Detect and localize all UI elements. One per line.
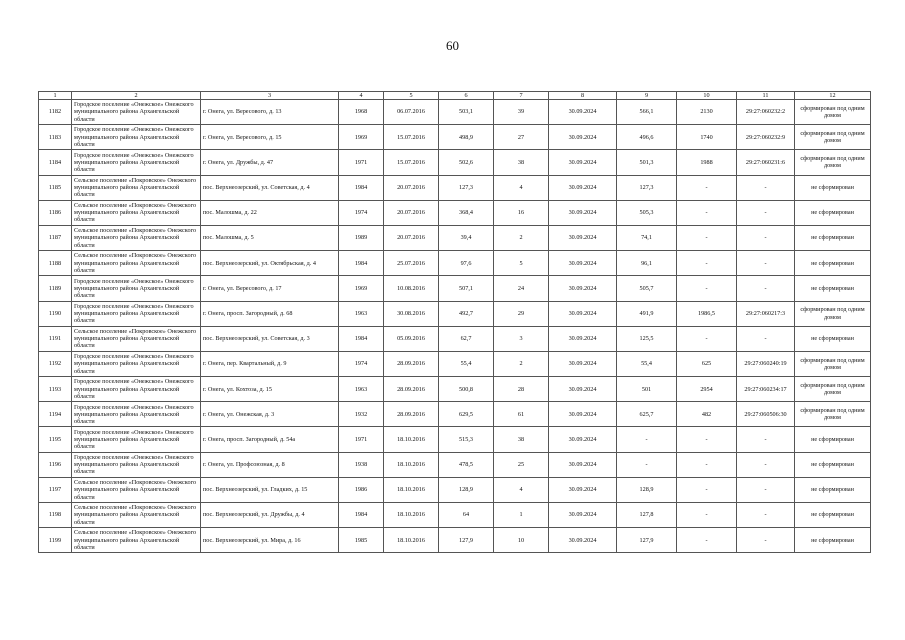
table-cell: 1984 (339, 251, 384, 276)
table-cell: 30.09.2024 (549, 377, 617, 402)
table-row (39, 225, 871, 250)
table-cell: 128,9 (617, 477, 677, 502)
table-cell: 29:27:060234:17 (737, 377, 795, 402)
table-cell: - (677, 452, 737, 477)
table-cell: 30.09.2024 (549, 100, 617, 125)
table-cell: - (677, 326, 737, 351)
table-cell: пос. Малошма, д. 22 (201, 200, 339, 225)
table-cell: 1985 (339, 528, 384, 553)
page-number: 60 (446, 38, 459, 53)
table-cell: г. Онега, ул. Вересового, д. 15 (201, 125, 339, 150)
table-cell: 1 (494, 503, 549, 528)
table-cell: сформирован под одним домом (795, 351, 871, 376)
column-header: 6 (439, 92, 494, 100)
table-cell: Сельское поселение «Покровское» Онежского муниципального района Архангельской области (72, 200, 201, 225)
table-cell: г. Онега, ул. Вересового, д. 13 (201, 100, 339, 125)
table-cell: г. Онега, просп. Загородный, д. 54а (201, 427, 339, 452)
table-cell: - (677, 477, 737, 502)
table-cell: 127,3 (617, 175, 677, 200)
table-cell: 1189 (39, 276, 72, 301)
table-cell: 30.09.2024 (549, 276, 617, 301)
table-cell: 501 (617, 377, 677, 402)
table-row (39, 326, 871, 351)
table-cell: - (737, 326, 795, 351)
table-cell: 1183 (39, 125, 72, 150)
table-cell: Сельское поселение «Покровское» Онежского муниципального района Архангельской области (72, 528, 201, 553)
table-cell: 1740 (677, 125, 737, 150)
table-cell: Городское поселение «Онежское» Онежского муниципального района Архангельской области (72, 452, 201, 477)
table-cell: 30.09.2024 (549, 503, 617, 528)
table-cell: 1969 (339, 125, 384, 150)
table-cell: 29:27:060506:30 (737, 402, 795, 427)
table-cell: - (737, 175, 795, 200)
table-cell: 18.10.2016 (384, 452, 439, 477)
table-cell: Сельское поселение «Покровское» Онежского муниципального района Архангельской области (72, 251, 201, 276)
table-cell: 28.09.2016 (384, 351, 439, 376)
table-cell: 30.09.2024 (549, 150, 617, 175)
table-cell: г. Онега, пер. Квартальный, д. 9 (201, 351, 339, 376)
table-cell: 30.09.2024 (549, 125, 617, 150)
table-cell: сформирован под одним домом (795, 150, 871, 175)
table-cell: 127,8 (617, 503, 677, 528)
table-cell: 28.09.2016 (384, 377, 439, 402)
table-cell: 1193 (39, 377, 72, 402)
table-cell: 2130 (677, 100, 737, 125)
table-cell: 38 (494, 150, 549, 175)
table-cell: 24 (494, 276, 549, 301)
table-cell: 1984 (339, 503, 384, 528)
table-cell: 1187 (39, 225, 72, 250)
table-cell: пос. Верхнеозерский, ул. Мира, д. 16 (201, 528, 339, 553)
table-cell: Сельское поселение «Покровское» Онежского муниципального района Архангельской области (72, 477, 201, 502)
table-cell: 1191 (39, 326, 72, 351)
table-cell: г. Онега, ул. Кохтоза, д. 15 (201, 377, 339, 402)
column-header: 7 (494, 92, 549, 100)
table-cell: 492,7 (439, 301, 494, 326)
table-cell: - (737, 477, 795, 502)
table-cell: 18.10.2016 (384, 427, 439, 452)
table-cell: 2954 (677, 377, 737, 402)
table-cell: 25 (494, 452, 549, 477)
table-cell: 29:27:060240:19 (737, 351, 795, 376)
table-row (39, 503, 871, 528)
table-cell: не сформирован (795, 326, 871, 351)
table-cell: - (677, 528, 737, 553)
table-row (39, 377, 871, 402)
table-cell: - (737, 276, 795, 301)
table-cell: Сельское поселение «Покровское» Онежского муниципального района Архангельской области (72, 503, 201, 528)
table-row (39, 276, 871, 301)
table-cell: - (617, 452, 677, 477)
table-cell: 29:27:060217:3 (737, 301, 795, 326)
table-cell: 1186 (39, 200, 72, 225)
table-cell: 1192 (39, 351, 72, 376)
table-cell: Сельское поселение «Покровское» Онежского муниципального района Архангельской области (72, 175, 201, 200)
table-row (39, 351, 871, 376)
table-cell: 30.09.2024 (549, 351, 617, 376)
table-cell: Городское поселение «Онежское» Онежского муниципального района Архангельской области (72, 276, 201, 301)
table-cell: 64 (439, 503, 494, 528)
table-cell: 55,4 (439, 351, 494, 376)
table-cell: 127,9 (617, 528, 677, 553)
column-header: 5 (384, 92, 439, 100)
table-cell: 28.09.2016 (384, 402, 439, 427)
table-cell: 629,5 (439, 402, 494, 427)
table-cell: 368,4 (439, 200, 494, 225)
table-cell: 505,3 (617, 200, 677, 225)
table-cell: 127,3 (439, 175, 494, 200)
table-cell: - (677, 503, 737, 528)
column-header: 10 (677, 92, 737, 100)
table-cell: 25.07.2016 (384, 251, 439, 276)
table-cell: 96,1 (617, 251, 677, 276)
table-cell: 39 (494, 100, 549, 125)
table-cell: пос. Верхнеозерский, ул. Дружбы, д. 4 (201, 503, 339, 528)
table-cell: 1197 (39, 477, 72, 502)
table-row (39, 150, 871, 175)
table-cell: - (677, 200, 737, 225)
table-cell: - (677, 276, 737, 301)
table-cell: сформирован под одним домом (795, 301, 871, 326)
column-header: 8 (549, 92, 617, 100)
table-row (39, 175, 871, 200)
table-cell: 29:27:060232:2 (737, 100, 795, 125)
table-cell: - (737, 200, 795, 225)
table-cell: г. Онега, ул. Онежская, д. 3 (201, 402, 339, 427)
table-cell: г. Онега, просп. Загородный, д. 68 (201, 301, 339, 326)
table-row (39, 528, 871, 553)
table-row (39, 427, 871, 452)
table-cell: - (737, 528, 795, 553)
table-cell: Городское поселение «Онежское» Онежского муниципального района Архангельской области (72, 301, 201, 326)
table-cell: - (737, 225, 795, 250)
table-cell: - (737, 452, 795, 477)
table-cell: не сформирован (795, 276, 871, 301)
table-cell: Городское поселение «Онежское» Онежского муниципального района Архангельской области (72, 125, 201, 150)
table-cell: 500,8 (439, 377, 494, 402)
table-cell: 566,1 (617, 100, 677, 125)
table-cell: Городское поселение «Онежское» Онежского муниципального района Архангельской области (72, 427, 201, 452)
table-cell: пос. Верхнеозерский, ул. Советская, д. 4 (201, 175, 339, 200)
table-cell: - (737, 427, 795, 452)
table-cell: сформирован под одним домом (795, 125, 871, 150)
table-cell: - (677, 175, 737, 200)
table-cell: сформирован под одним домом (795, 100, 871, 125)
table-cell: 30.09.2024 (549, 301, 617, 326)
table-cell: - (677, 427, 737, 452)
column-header: 9 (617, 92, 677, 100)
table-cell: 1971 (339, 427, 384, 452)
table-cell: 3 (494, 326, 549, 351)
table-cell: 30.09.2024 (549, 402, 617, 427)
table-row (39, 125, 871, 150)
table-cell: 18.10.2016 (384, 477, 439, 502)
table-cell: 1190 (39, 301, 72, 326)
table-cell: 1194 (39, 402, 72, 427)
table-cell: 29 (494, 301, 549, 326)
table-cell: Сельское поселение «Покровское» Онежского муниципального района Архангельской области (72, 225, 201, 250)
table-cell: не сформирован (795, 427, 871, 452)
table-cell: 625,7 (617, 402, 677, 427)
table-cell: 1984 (339, 326, 384, 351)
table-cell: 1185 (39, 175, 72, 200)
table-cell: сформирован под одним домом (795, 377, 871, 402)
table-cell: Сельское поселение «Покровское» Онежского муниципального района Архангельской области (72, 326, 201, 351)
table-cell: не сформирован (795, 225, 871, 250)
table-cell: 20.07.2016 (384, 225, 439, 250)
table-cell: 28 (494, 377, 549, 402)
table-cell: 1984 (339, 175, 384, 200)
table-cell: 1182 (39, 100, 72, 125)
table-cell: 501,3 (617, 150, 677, 175)
table-cell: 30.09.2024 (549, 200, 617, 225)
column-header: 12 (795, 92, 871, 100)
table-cell: 1184 (39, 150, 72, 175)
table-cell: 1963 (339, 301, 384, 326)
table-cell: 30.09.2024 (549, 251, 617, 276)
table-cell: 06.07.2016 (384, 100, 439, 125)
table-row (39, 100, 871, 125)
column-header: 4 (339, 92, 384, 100)
table-cell: Городское поселение «Онежское» Онежского муниципального района Архангельской области (72, 351, 201, 376)
column-header: 11 (737, 92, 795, 100)
table-cell: Городское поселение «Онежское» Онежского муниципального района Архангельской области (72, 377, 201, 402)
table-cell: г. Онега, ул. Профсоюзная, д. 8 (201, 452, 339, 477)
table-cell: 18.10.2016 (384, 528, 439, 553)
table-cell: 1986,5 (677, 301, 737, 326)
table-cell: 15.07.2016 (384, 125, 439, 150)
table-cell: пос. Малошма, д. 5 (201, 225, 339, 250)
table-cell: 16 (494, 200, 549, 225)
table-cell: 2 (494, 351, 549, 376)
table-cell: 505,7 (617, 276, 677, 301)
table-cell: 29:27:060231:6 (737, 150, 795, 175)
table-cell: 30.09.2024 (549, 427, 617, 452)
table-cell: не сформирован (795, 452, 871, 477)
table-cell: - (737, 251, 795, 276)
table-cell: 29:27:060232:9 (737, 125, 795, 150)
table-cell: не сформирован (795, 477, 871, 502)
table-cell: 502,6 (439, 150, 494, 175)
table-cell: пос. Верхнеозерский, ул. Советская, д. 3 (201, 326, 339, 351)
table-cell: 30.09.2024 (549, 225, 617, 250)
table-cell: 4 (494, 477, 549, 502)
table-cell: 20.07.2016 (384, 175, 439, 200)
column-header: 1 (39, 92, 72, 100)
table-cell: 1196 (39, 452, 72, 477)
table-cell: 27 (494, 125, 549, 150)
table-cell: - (737, 503, 795, 528)
table-row (39, 251, 871, 276)
table-cell: 128,9 (439, 477, 494, 502)
table-cell: не сформирован (795, 175, 871, 200)
table-cell: 507,1 (439, 276, 494, 301)
table-cell: 1188 (39, 251, 72, 276)
table-cell: 2 (494, 225, 549, 250)
table-cell: не сформирован (795, 200, 871, 225)
housing-register-table (38, 91, 871, 553)
table-cell: 30.09.2024 (549, 528, 617, 553)
table-cell: 05.09.2016 (384, 326, 439, 351)
table-cell: 503,1 (439, 100, 494, 125)
table-cell: пос. Верхнеозерский, ул. Гладких, д. 15 (201, 477, 339, 502)
table-cell: 478,5 (439, 452, 494, 477)
table-cell: 1986 (339, 477, 384, 502)
table-cell: 15.07.2016 (384, 150, 439, 175)
table-cell: 10.08.2016 (384, 276, 439, 301)
table-cell: Городское поселение «Онежское» Онежского муниципального района Архангельской области (72, 100, 201, 125)
table-row (39, 477, 871, 502)
column-header: 2 (72, 92, 201, 100)
table-cell: 498,9 (439, 125, 494, 150)
table-cell: 496,6 (617, 125, 677, 150)
table-cell: пос. Верхнеозерский, ул. Октябрьская, д. 4 (201, 251, 339, 276)
table-cell: 38 (494, 427, 549, 452)
table-cell: 1988 (677, 150, 737, 175)
table-header-row (39, 92, 871, 100)
table-cell: 482 (677, 402, 737, 427)
table-cell: - (677, 225, 737, 250)
table-row (39, 200, 871, 225)
table-cell: 1963 (339, 377, 384, 402)
table-cell: 127,9 (439, 528, 494, 553)
table-cell: 515,3 (439, 427, 494, 452)
table-cell: 10 (494, 528, 549, 553)
table-cell: 1932 (339, 402, 384, 427)
table-cell: 1989 (339, 225, 384, 250)
table-cell: 30.08.2016 (384, 301, 439, 326)
table-cell: 1199 (39, 528, 72, 553)
table-cell: 1969 (339, 276, 384, 301)
table-cell: 5 (494, 251, 549, 276)
table-cell: не сформирован (795, 503, 871, 528)
table-cell: 1974 (339, 200, 384, 225)
table-cell: Городское поселение «Онежское» Онежского муниципального района Архангельской области (72, 402, 201, 427)
table-cell: г. Онега, ул. Дружбы, д. 47 (201, 150, 339, 175)
table-cell: 74,1 (617, 225, 677, 250)
table-cell: 491,9 (617, 301, 677, 326)
table-cell: 625 (677, 351, 737, 376)
table-cell: 1974 (339, 351, 384, 376)
column-header: 3 (201, 92, 339, 100)
table-cell: 1968 (339, 100, 384, 125)
table-cell: не сформирован (795, 528, 871, 553)
table-cell: 125,5 (617, 326, 677, 351)
table-row (39, 402, 871, 427)
table-cell: 1195 (39, 427, 72, 452)
table-cell: не сформирован (795, 251, 871, 276)
table-cell: 61 (494, 402, 549, 427)
table-cell: 30.09.2024 (549, 326, 617, 351)
table-cell: 30.09.2024 (549, 477, 617, 502)
table-cell: 1938 (339, 452, 384, 477)
table-cell: 1198 (39, 503, 72, 528)
table-cell: 62,7 (439, 326, 494, 351)
table-cell: - (617, 427, 677, 452)
table-row (39, 301, 871, 326)
table-cell: 39,4 (439, 225, 494, 250)
table-cell: 97,6 (439, 251, 494, 276)
table-row (39, 452, 871, 477)
table-cell: - (677, 251, 737, 276)
table-cell: сформирован под одним домом (795, 402, 871, 427)
table-cell: 20.07.2016 (384, 200, 439, 225)
table-cell: Городское поселение «Онежское» Онежского муниципального района Архангельской области (72, 150, 201, 175)
table-cell: 18.10.2016 (384, 503, 439, 528)
table-cell: г. Онега, ул. Вересового, д. 17 (201, 276, 339, 301)
table-cell: 4 (494, 175, 549, 200)
table-cell: 30.09.2024 (549, 175, 617, 200)
table-cell: 55,4 (617, 351, 677, 376)
table-cell: 30.09.2024 (549, 452, 617, 477)
table-cell: 1971 (339, 150, 384, 175)
